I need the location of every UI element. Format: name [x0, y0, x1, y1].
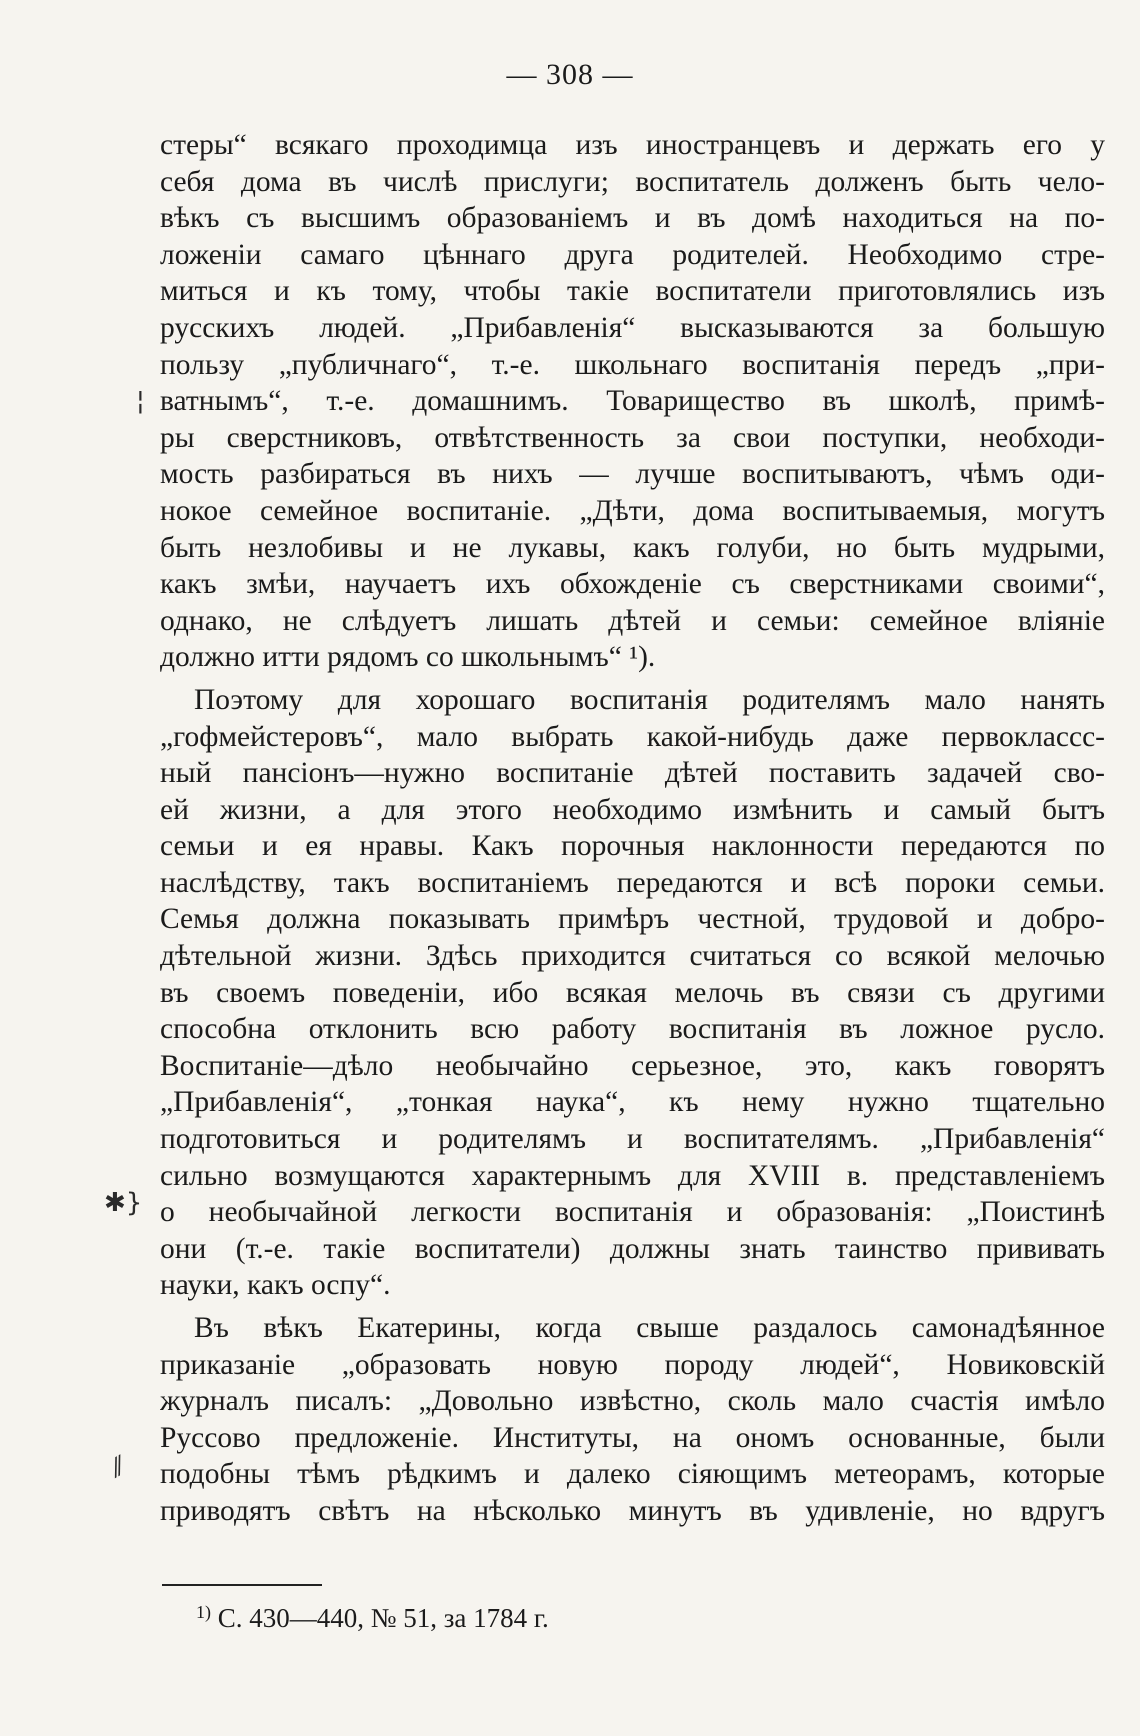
margin-pencil-mark: ¦ — [136, 386, 145, 416]
text-line: миться и къ тому, чтобы такіе воспитатели приготовлялись изъ — [160, 275, 1105, 308]
text-line: журналъ писалъ: „Довольно извѣстно, сколь мало счастія имѣло — [160, 1385, 1105, 1418]
text-line: мость разбираться въ нихъ — лучше воспитываютъ, чѣмъ оди- — [160, 458, 1105, 491]
text-line: Семья должна показывать примѣръ честной, трудовой и добро- — [160, 903, 1105, 936]
text-line: ры сверстниковъ, отвѣтственность за свои поступки, необходи- — [160, 421, 1105, 454]
text-line: науки, какъ оспу“. — [160, 1269, 391, 1302]
text-line: ный пансіонъ—нужно воспитаніе дѣтей поставить задачей сво- — [160, 757, 1105, 790]
text-line: вѣкъ съ высшимъ образованіемъ и въ домѣ находиться на по- — [160, 202, 1105, 235]
text-line: себя дома въ числѣ прислуги; воспитатель долженъ быть чело- — [160, 165, 1105, 198]
text-line: Воспитаніе—дѣло необычайно серьезное, это, какъ говорятъ — [160, 1049, 1105, 1082]
text-line: должно итти рядомъ со школьнымъ“ ¹). — [160, 641, 656, 674]
footnote-divider — [162, 1584, 322, 1586]
text-line: Поэтому для хорошаго воспитанія родителямъ мало нанять — [194, 683, 1105, 716]
text-line: наслѣдству, такъ воспитаніемъ передаются и всѣ пороки семьи. — [160, 866, 1105, 899]
text-line: способна отклонить всю работу воспитанія въ ложное русло. — [160, 1013, 1105, 1046]
footnote-text: С. 430—440, № 51, за 1784 г. — [217, 1603, 549, 1633]
text-line: приводятъ свѣтъ на нѣсколько минутъ въ удивленіе, но вдругъ — [160, 1494, 1105, 1527]
footnote — [196, 1602, 549, 1634]
text-line: подготовиться и родителямъ и воспитателямъ. „Прибавленія“ — [160, 1123, 1105, 1156]
footnote-marker: 1) — [196, 1602, 211, 1622]
text-line: нокое семейное воспитаніе. „Дѣти, дома воспитываемыя, могутъ — [160, 494, 1105, 527]
paragraph-3 — [160, 1310, 1105, 1530]
margin-slash-mark: ⁄⁄ — [107, 1452, 129, 1482]
text-line: стеры“ всякаго проходимца изъ иностранцевъ и держать его у — [160, 129, 1105, 161]
text-line: ватнымъ“, т.-е. домашнимъ. Товарищество въ школѣ, примѣ- — [160, 385, 1105, 418]
margin-asterisk-mark: ✱} — [104, 1188, 143, 1218]
text-line: подобны тѣмъ рѣдкимъ и далеко сіяющимъ метеорамъ, которые — [160, 1458, 1105, 1491]
text-line: однако, не слѣдуетъ лишать дѣтей и семьи: семейное вліяніе — [160, 604, 1105, 637]
text-line: о необычайной легкости воспитанія и образованія: „Поистинѣ — [160, 1196, 1105, 1229]
text-line: Руссово предложеніе. Институты, на ономъ основанные, были — [160, 1421, 1105, 1454]
text-line: семьи и ея нравы. Какъ порочныя наклонности передаются по — [160, 830, 1105, 863]
text-line: какъ змѣи, научаетъ ихъ обхожденіе съ сверстниками своими“, — [160, 568, 1105, 601]
text-line: въ своемъ поведеніи, ибо всякая мелочь въ связи съ другими — [160, 976, 1105, 1009]
paragraph-2 — [160, 682, 1105, 1304]
text-line: приказаніе „образовать новую породу людей“, Новиковскій — [160, 1348, 1105, 1381]
text-line: русскихъ людей. „Прибавленія“ высказываются за большую — [160, 311, 1105, 344]
text-line: сильно возмущаются характернымъ для XVIII в. представленіемъ — [160, 1159, 1105, 1192]
text-line: дѣтельной жизни. Здѣсь приходится считаться со всякой мелочью — [160, 940, 1105, 973]
text-line: ложеніи самаго цѣннаго друга родителей. Необходимо стре- — [160, 238, 1105, 271]
text-line: быть незлобивы и не лукавы, какъ голуби, но быть мудрыми, — [160, 531, 1105, 564]
text-line: они (т.-е. такіе воспитатели) должны знать таинство прививать — [160, 1232, 1105, 1265]
main-text — [160, 127, 1105, 1530]
text-line: пользу „публичнаго“, т.-е. школьнаго воспитанія передъ „при- — [160, 348, 1105, 381]
text-line: ей жизни, а для этого необходимо измѣнить и самый бытъ — [160, 793, 1105, 826]
text-line: „гофмейстеровъ“, мало выбрать какой-нибудь даже первоклассс- — [160, 720, 1105, 753]
text-line: „Прибавленія“, „тонкая наука“, къ нему нужно тщательно — [160, 1086, 1105, 1119]
paragraph-1 — [160, 127, 1105, 676]
page-number: — 308 — — [506, 58, 634, 91]
text-line: Въ вѣкъ Екатерины, когда свыше раздалось самонадѣянное — [194, 1312, 1105, 1344]
